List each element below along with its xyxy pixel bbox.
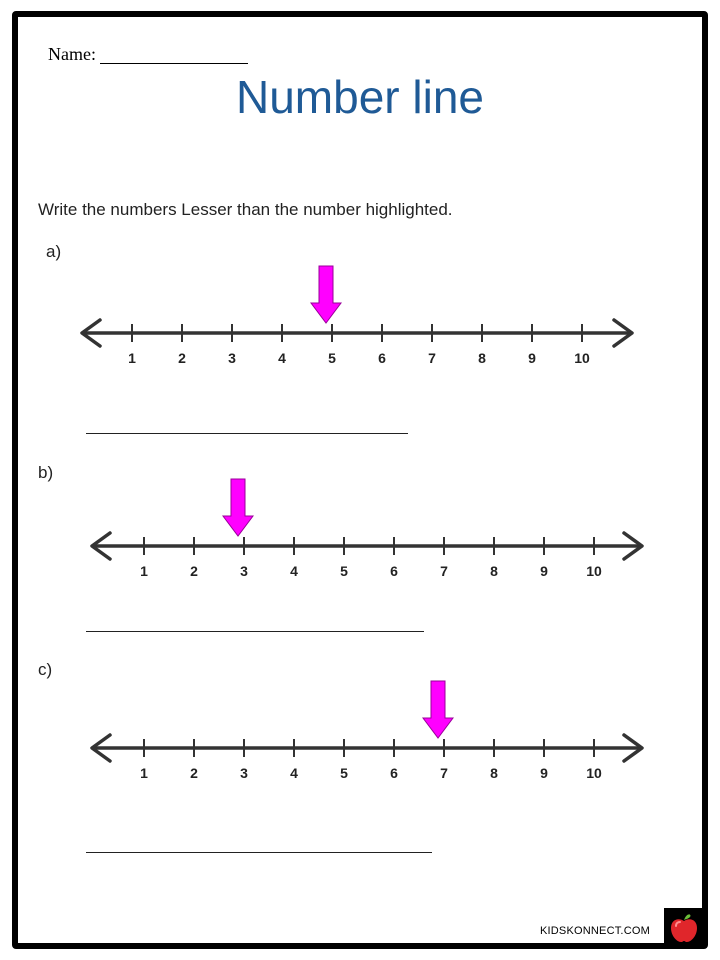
tick-label: 5 — [340, 765, 348, 781]
highlight-arrow-icon — [223, 479, 253, 536]
tick-label: 9 — [528, 350, 536, 366]
tick-label: 2 — [178, 350, 186, 366]
tick-label: 10 — [586, 563, 602, 579]
tick-label: 7 — [440, 563, 448, 579]
page-title: Number line — [236, 71, 484, 123]
tick-label: 6 — [390, 765, 398, 781]
highlight-arrow-icon — [423, 681, 453, 738]
tick-label: 7 — [428, 350, 436, 366]
tick-label: 8 — [478, 350, 486, 366]
name-label: Name: — [48, 44, 96, 64]
tick-label: 5 — [328, 350, 336, 366]
number-line-a — [0, 255, 720, 375]
tick-label: 4 — [290, 765, 298, 781]
tick-label: 4 — [290, 563, 298, 579]
tick-label: 9 — [540, 765, 548, 781]
tick-label: 1 — [140, 563, 148, 579]
answer-line-a[interactable] — [86, 433, 408, 434]
problem-label-b: b) — [38, 463, 54, 482]
number-line-c — [0, 670, 720, 790]
apple-icon — [664, 908, 704, 948]
tick-label: 8 — [490, 563, 498, 579]
tick-label: 3 — [240, 765, 248, 781]
tick-label: 10 — [586, 765, 602, 781]
tick-label: 1 — [140, 765, 148, 781]
tick-label: 9 — [540, 563, 548, 579]
instruction-text: Write the numbers Lesser than the number highlighted. — [38, 200, 453, 219]
answer-line-c[interactable] — [86, 852, 432, 853]
footer-site: KIDSKONNECT.COM — [540, 925, 650, 937]
tick-label: 8 — [490, 765, 498, 781]
tick-label: 2 — [190, 563, 198, 579]
tick-label: 3 — [240, 563, 248, 579]
tick-label: 7 — [440, 765, 448, 781]
answer-line-b[interactable] — [86, 631, 424, 632]
highlight-arrow-icon — [311, 266, 341, 323]
tick-label: 10 — [574, 350, 590, 366]
brand-logo — [664, 908, 704, 948]
number-line-b — [0, 468, 720, 588]
tick-label: 5 — [340, 563, 348, 579]
tick-label: 1 — [128, 350, 136, 366]
problem-label-a: a) — [46, 242, 62, 261]
tick-label: 3 — [228, 350, 236, 366]
problem-label-c: c) — [38, 660, 53, 679]
tick-label: 4 — [278, 350, 286, 366]
name-field-line[interactable] — [100, 63, 248, 64]
tick-label: 6 — [378, 350, 386, 366]
tick-label: 2 — [190, 765, 198, 781]
tick-label: 6 — [390, 563, 398, 579]
